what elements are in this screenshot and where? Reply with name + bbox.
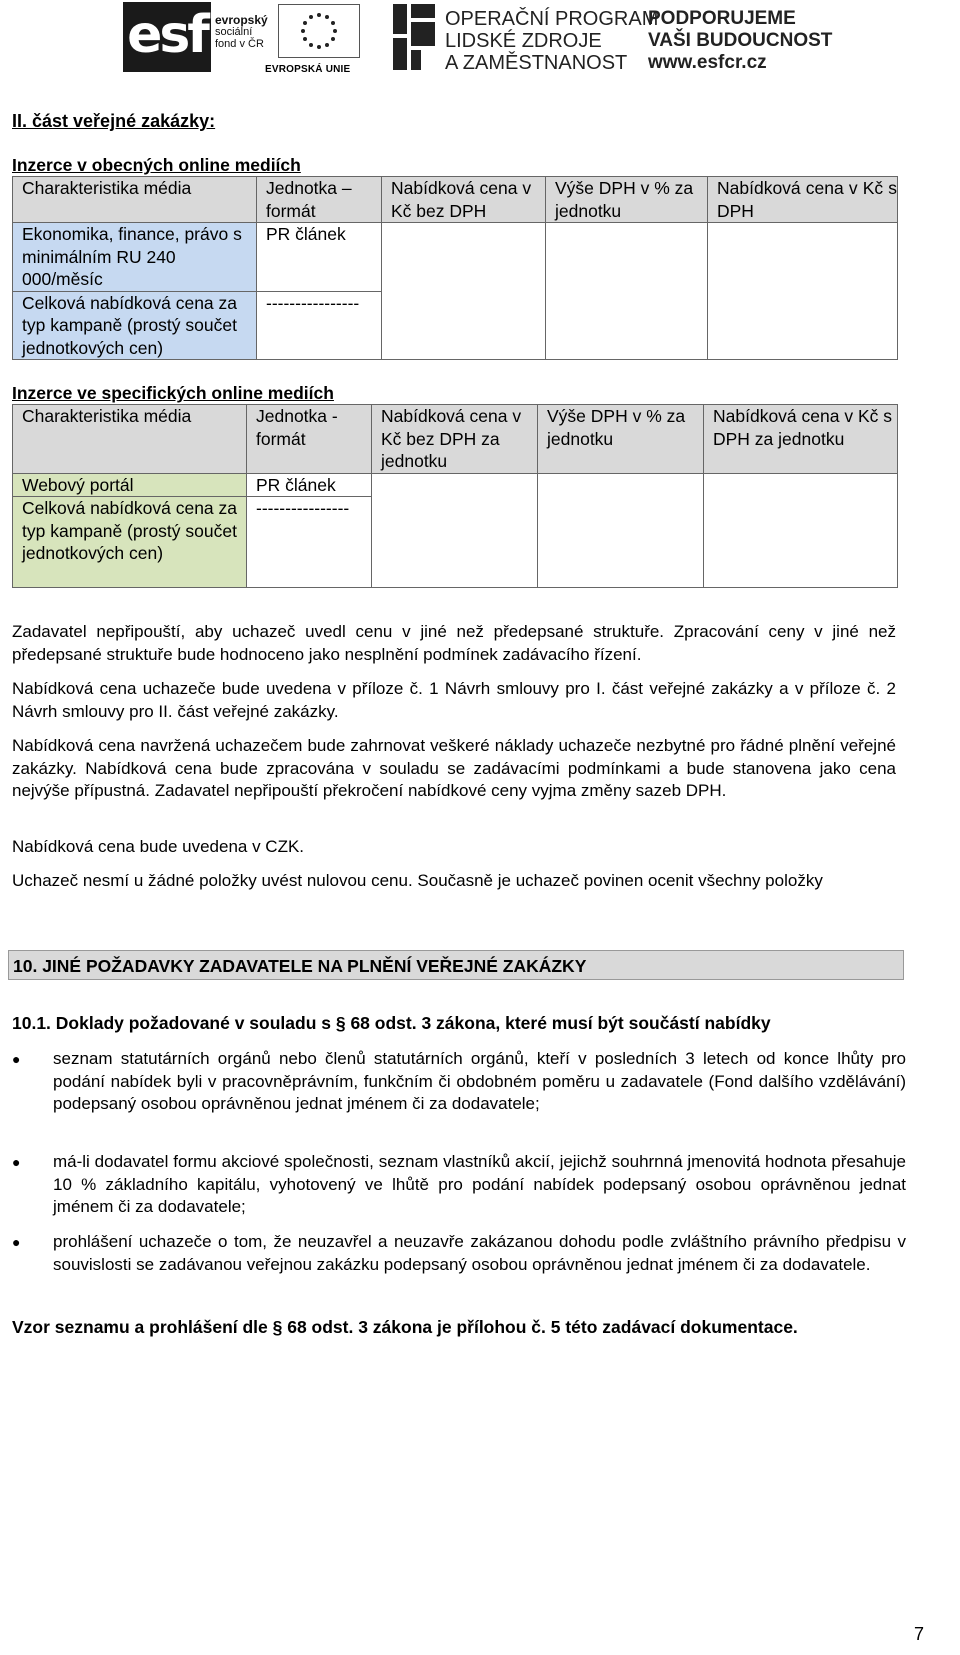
- table-row: [13, 223, 898, 292]
- closing-note: Vzor seznamu a prohlášení dle § 68 odst. 3 zákona je přílohou č. 5 této zadávací dokumentace.: [12, 1317, 798, 1337]
- table2-header-cell: Jednotka - formát: [247, 405, 372, 474]
- table1-header-cell: Nabídková cena v Kč s DPH: [708, 177, 898, 223]
- paragraph-structure: Zadavatel nepřipouští, aby uchazeč uvedl cenu v jiné než předepsané struktuře. Zpracování ceny v jiné než předepsané struktuře bude hodnoceno jako nesplnění podmínek zadávacího řízení.: [12, 622, 896, 664]
- table2-header-cell: Charakteristika média: [13, 405, 247, 474]
- table2-title: Inzerce ve specifických online mediích: [12, 383, 334, 403]
- table2-cell-price: [372, 473, 538, 588]
- table1-header-cell: Charakteristika média: [13, 177, 257, 223]
- table1-cell-price: [382, 223, 546, 360]
- table1-cell-vat: [546, 223, 708, 360]
- op-logo-icon: [391, 2, 437, 72]
- table2-cell-price-vat: [704, 473, 898, 588]
- table1-cell-dashes: ----------------: [257, 291, 382, 360]
- bullet-icon: ●: [12, 1154, 21, 1170]
- table2: [12, 404, 898, 588]
- table2-cell-dashes: ----------------: [247, 497, 372, 588]
- esf-logo-text: evropský sociální fond v ČR: [215, 13, 268, 50]
- table1-cell-total-label: Celková nabídková cena za typ kampaně (prostý součet jednotkových cen): [13, 291, 257, 360]
- bullet-icon: ●: [12, 1051, 21, 1067]
- table2-header-row: [13, 405, 898, 474]
- eu-caption: EVROPSKÁ UNIE: [265, 64, 351, 75]
- table2-cell-vat: [538, 473, 704, 588]
- list-item-text: seznam statutárních orgánů nebo členů statutárních orgánů, kteří v posledních 3 letech od konce lhůty pro podání nabídek byli v pracovněprávním, funkčním či obdobném poměru u zadavatele (Fond dalšího vzdělávání) podepsaný osobou oprávněnou jednat jménem či za dodavatele;: [53, 1049, 906, 1113]
- table2-cell-format: PR článek: [247, 473, 372, 497]
- paragraph-annex: Nabídková cena uchazeče bude uvedena v příloze č. 1 Návrh smlouvy pro I. část veřejné zakázky a v příloze č. 2 Návrh smlouvy pro II. část veřejné zakázky.: [12, 679, 896, 721]
- table2-cell-media: Webový portál: [13, 473, 247, 497]
- table2-header-cell: Nabídková cena v Kč s DPH za jednotku: [704, 405, 898, 474]
- table1-header-cell: Nabídková cena v Kč bez DPH: [382, 177, 546, 223]
- op-program-text: OPERAČNÍ PROGRAM LIDSKÉ ZDROJE A ZAMĚSTNANOST: [445, 8, 659, 74]
- esf-logo: esf: [123, 2, 211, 72]
- header-logos: [123, 0, 843, 80]
- list-item-text: má-li dodavatel formu akciové společnosti, seznam vlastníků akcií, jejichž souhrnná jmenovitá hodnota přesahuje 10 % základního kapitálu, vyhotovený ve lhůtě pro podání nabídek podepsaný osobou oprávněnou jednat jménem či za dodavatele;: [53, 1152, 906, 1216]
- eu-flag-icon: [278, 4, 360, 58]
- support-slogan: PODPORUJEME VAŠI BUDOUCNOST www.esfcr.cz: [648, 8, 833, 73]
- subsection-heading: 10.1. Doklady požadované v souladu s § 68 odst. 3 zákona, které musí být součástí nabídky: [12, 1013, 771, 1033]
- section-title: II. část veřejné zakázky:: [12, 111, 216, 131]
- list-item-text: prohlášení uchazeče o tom, že neuzavřel a neuzavře zakázanou dohodu podle zvláštního právního předpisu v souvislosti se zadávanou veřejnou zakázku podepsaný osobou oprávněnou jednat jménem či za dodavatele.: [53, 1232, 906, 1274]
- table2-header-cell: Nabídková cena v Kč bez DPH za jednotku: [372, 405, 538, 474]
- table1: [12, 176, 898, 360]
- table2-cell-total-label: Celková nabídková cena za typ kampaně (prostý součet jednotkových cen): [13, 497, 247, 588]
- bullet-icon: ●: [12, 1234, 21, 1250]
- table1-header-cell: Jednotka – formát: [257, 177, 382, 223]
- paragraph-costs: Nabídková cena navržená uchazečem bude zahrnovat veškeré náklady uchazeče nezbytné pro řádné plnění veřejné zakázky. Nabídková cena bude zpracována v souladu se zadávacími podmínkami a bude stanovena jako cena nejvýše přípustná. Zadavatel nepřipouští překročení nabídkové ceny vyjma změny sazeb DPH.: [12, 736, 896, 800]
- table-row: [13, 473, 898, 497]
- section10-heading: 10. JINÉ POŽADAVKY ZADAVATELE NA PLNĚNÍ VEŘEJNÉ ZAKÁZKY: [8, 950, 904, 980]
- table1-header-cell: Výše DPH v % za jednotku: [546, 177, 708, 223]
- table1-title: Inzerce v obecných online mediích: [12, 155, 301, 175]
- table1-header-row: [13, 177, 898, 223]
- table1-cell-media: Ekonomika, finance, právo s minimálním RU 240 000/měsíc: [13, 223, 257, 292]
- table1-cell-format: PR článek: [257, 223, 382, 292]
- table2-header-cell: Výše DPH v % za jednotku: [538, 405, 704, 474]
- paragraph-currency: Nabídková cena bude uvedena v CZK.: [12, 837, 305, 856]
- table1-cell-price-vat: [708, 223, 898, 360]
- page-number: 7: [913, 1624, 924, 1644]
- paragraph-zero-price: Uchazeč nesmí u žádné položky uvést nulovou cenu. Současně je uchazeč povinen ocenit všechny položky: [12, 871, 823, 890]
